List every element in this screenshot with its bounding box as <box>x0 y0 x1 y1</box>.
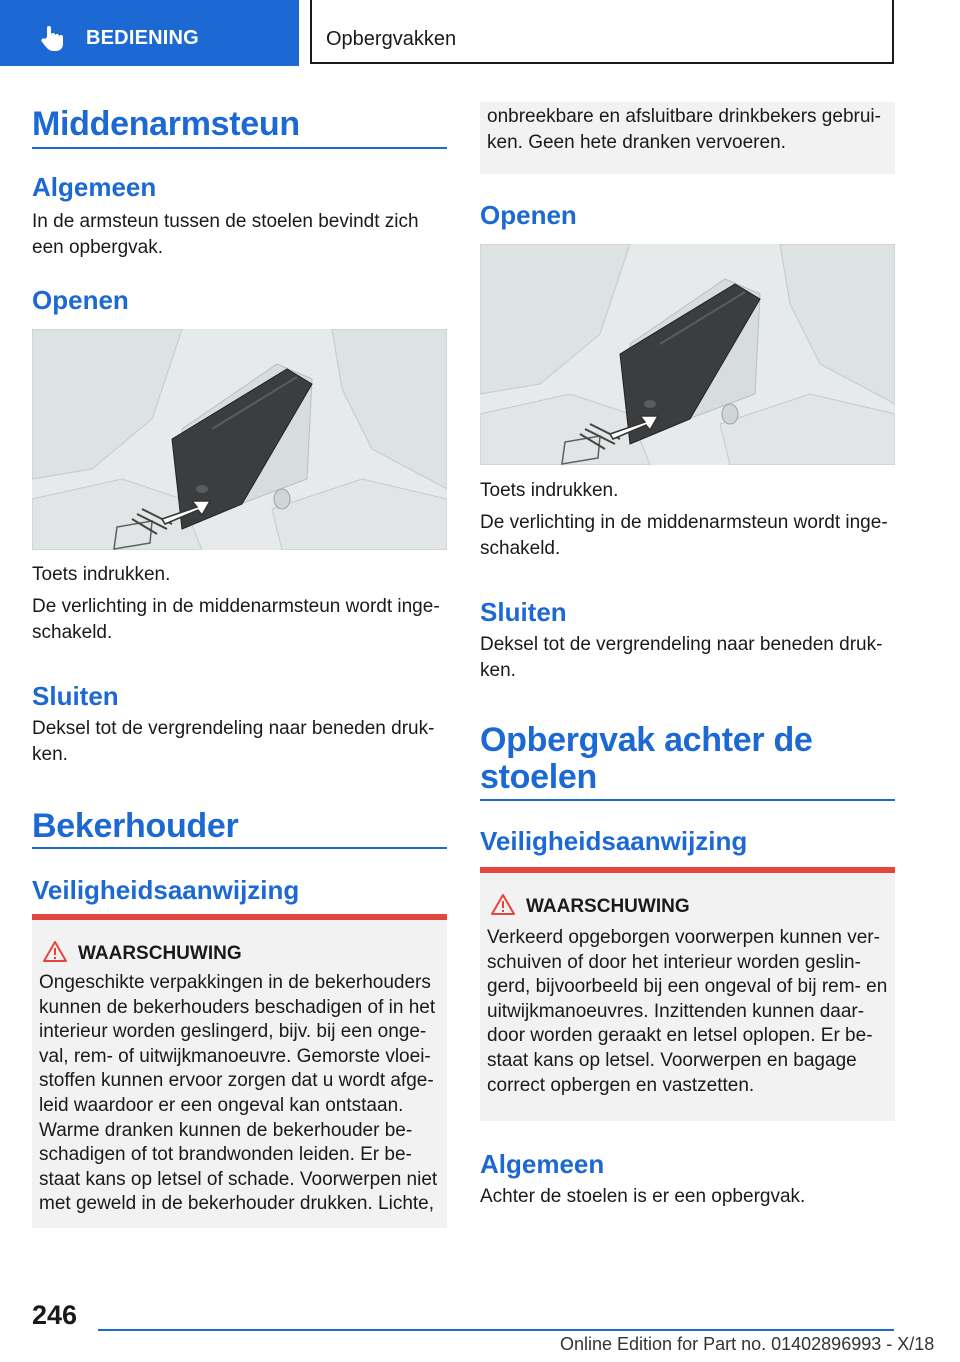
paragraph-line: ken. <box>32 744 68 765</box>
warning-label: WAARSCHUWING <box>78 943 242 964</box>
warning-line: onbreekbare en afsluitbare drinkbekers gebrui- <box>487 106 881 127</box>
footer-rule <box>98 1329 894 1331</box>
paragraph-line: De verlichting in de middenarmsteun wordt inge- <box>32 596 440 617</box>
heading-opbergvak-line2: stoelen <box>480 758 597 796</box>
warning-line: stoffen kunnen ervoor zorgen dat u wordt afge- <box>39 1070 434 1092</box>
paragraph-line: Deksel tot de vergrendeling naar beneden druk- <box>480 634 883 655</box>
paragraph-line: De verlichting in de middenarmsteun wordt inge- <box>480 512 888 533</box>
warning-bar <box>480 867 895 873</box>
armrest-illustration <box>480 244 895 465</box>
footer-edition-text: Online Edition for Part no. 01402896993 - X/18 <box>560 1334 935 1354</box>
warning-label: WAARSCHUWING <box>526 896 690 917</box>
heading-veiligheidsaanwijzing: Veiligheidsaanwijzing <box>480 826 748 856</box>
warning-line: correct opbergen en vastzetten. <box>487 1074 755 1096</box>
heading-rule <box>32 847 447 849</box>
warning-line: Ongeschikte verpakkingen in de bekerhouders <box>39 972 431 993</box>
warning-triangle-icon <box>490 893 516 916</box>
heading-sluiten: Sluiten <box>480 597 567 627</box>
warning-line: staat kans op letsel of schade. Voorwerpen niet <box>39 1168 438 1190</box>
warning-line: interieur worden geslingerd, bijv. bij een onge- <box>39 1021 427 1043</box>
heading-algemeen: Algemeen <box>32 172 157 202</box>
warning-line: staat kans op letsel. Voorwerpen en bagage <box>487 1049 857 1071</box>
paragraph-line: ken. <box>480 660 516 681</box>
page-number: 246 <box>32 1300 78 1330</box>
heading-openen: Openen <box>480 200 577 230</box>
heading-openen: Openen <box>32 285 129 315</box>
paragraph-line: Toets indrukken. <box>480 480 619 501</box>
warning-line: door worden geraakt en letsel oplopen. Er be- <box>487 1025 873 1047</box>
warning-line: uitwijkmanoeuvres. Inzittenden kunnen daar- <box>487 1000 865 1022</box>
warning-text <box>39 971 444 1217</box>
header-topic-title: Opbergvakken <box>326 28 457 50</box>
heading-middenarmsteun: Middenarmsteun <box>32 105 300 143</box>
hand-pointer-icon <box>38 24 66 52</box>
paragraph-line: schakeld. <box>32 622 113 643</box>
warning-line: val, rem- of uitwijkmanoeuvre. Gemorste vloei- <box>39 1045 431 1067</box>
heading-sluiten: Sluiten <box>32 681 119 711</box>
warning-text-continued <box>487 104 892 156</box>
heading-rule <box>480 799 895 801</box>
heading-opbergvak-line1: Opbergvak achter de <box>480 721 813 759</box>
heading-algemeen: Algemeen <box>480 1149 605 1179</box>
warning-line: Warme dranken kunnen de bekerhouder be- <box>39 1119 413 1141</box>
heading-rule <box>32 147 447 149</box>
warning-line: Verkeerd opgeborgen voorwerpen kunnen ver- <box>487 927 880 948</box>
warning-text <box>487 926 892 1098</box>
paragraph-line: schakeld. <box>480 538 561 559</box>
header-section-title: BEDIENING <box>86 27 199 49</box>
warning-bar <box>32 914 447 920</box>
heading-veiligheidsaanwijzing: Veiligheidsaanwijzing <box>32 875 300 905</box>
paragraph-line: Achter de stoelen is er een opbergvak. <box>480 1186 806 1207</box>
warning-line: schadigen of tot brandwonden leiden. Er be- <box>39 1144 412 1166</box>
warning-line: met geweld in de bekerhouder drukken. Lichte, <box>39 1193 435 1215</box>
warning-triangle-icon <box>42 940 68 963</box>
armrest-illustration <box>32 329 447 550</box>
paragraph-line: Deksel tot de vergrendeling naar beneden druk- <box>32 718 435 739</box>
warning-line: ken. Geen hete dranken vervoeren. <box>487 132 786 153</box>
paragraph-line: een opbergvak. <box>32 237 163 258</box>
warning-line: kunnen de bekerhouders beschadigen of in het <box>39 996 436 1018</box>
warning-line: leid waardoor er een ongeval kan ontstaan. <box>39 1094 404 1116</box>
paragraph-line: Toets indrukken. <box>32 564 171 585</box>
paragraph-line: In de armsteun tussen de stoelen bevindt zich <box>32 211 419 232</box>
warning-line: gerd, bijvoorbeeld bij een ongeval of bij rem- en <box>487 976 888 998</box>
heading-bekerhouder: Bekerhouder <box>32 807 239 845</box>
warning-line: schuiven of door het interieur worden geslin- <box>487 951 861 973</box>
